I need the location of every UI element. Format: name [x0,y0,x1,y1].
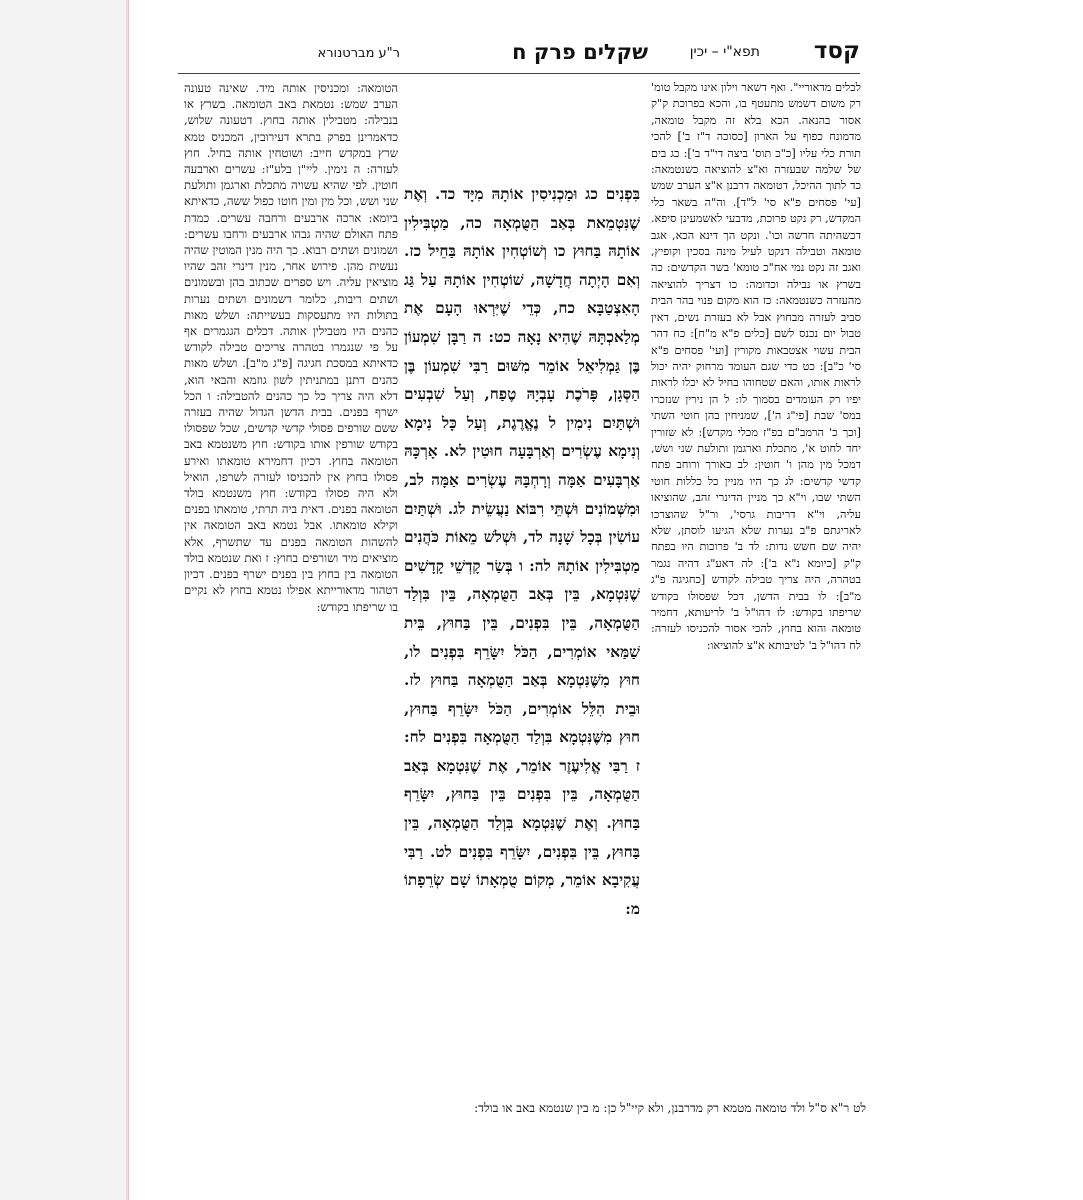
commentary-title-yachin: תפא"י – יכין [689,44,760,60]
bartenura-commentary-column [184,80,398,1098]
yachin-commentary-text: לכלים מדאוריי". ואף דשאר וילון אינו מקבל טומ' רק משום דשמש מתעטף בו, והכא בפרוכת ק"ק אסור בהנאה. הכא בלא זה מקבל טומאה, מדמונח כפוף על הארון [כסוכה ד"ז ב'] להכי תורת כלי עליו [כ"כ תוס' ביצה די"ד ב']: כג בים של שלמה שבעזרה וא"צ להוציאה כשנטמאה: כד לתוך ההיכל, דטומאה דרבנן א"צ הערב שמש [עי' פסחים פ"א סי' ל"ד]. וה"ה בשאר כלי המקדש, רק נקט פרוכת, מדבעי לאשמעינן סיפא. דכשהיתה חדשה וכו'. ונקט הך דינא הכא, אגב טומאה וטבילה דנקט לעיל מינה בסכין וקופיץ, ואגב זה נקט נמי אח"כ טומא' בשר הקדשים: כה בשרץ או נבילה וכדומה: כו דצריך להוציאה מהעזרה כשנטמאה: כז הוא מקום פנוי בהר הבית סביב לעזרה מבחוץ אבל לא בעזרת נשים, דאין טבול יום נכנס לשם [כלים פ"א מ"ח]: כח דהר הבית עשוי אצטבאות מקורין [ועי' פסחים פ"א סי' כ"ב]: כט כדי שגם העומד מרחוק יהיה יכול לראות אותו, והאם שטחוהו בחיל לא יכלו לראות יפיו רק העומדים בסמוך לו: ל הן נירין שנזכרו במס' שבת [פי"ג ה'], שמניחין בהן חוטי השתי [וכך כ' הרמב"ם בפ"ז מכלי מקדש]: לא שזורין יחד לחוט א', מתכלת וארגמן ותולעת שני וששׁ, דמכל מין מהן ו' חוטין: לב כאורך ורוחב פתח קדשי קדשים: לג כך היו מניין כל כללות חוטי השתי שבו, וי"א כך מניין הדינרי זהב, שהוציאו עליה, וי"א דריבות גרסי', ור"ל שהוצרכו לאריגתם פ"ב נערות שלא הגיעו לוסתן, שלא יהיה שם חשש נדות: לד ב' פרוכות היו בפתח ק"ק [כיומא נ"א ב']: לה דאע"ג דהיה נגמר בטהרה, היה צריך טבילה לקודש [כחגיגה פ"ג מ"ב]: לו בבית הדשן, דכל שפסולו בקודש שריפתו בקודש: לז דהו"ל ב' לריעותא, דחמיר טומאה והוא בחוץ, להכי אסור להכניסו לעזרה: לח דהו"ל ב' לטיבותא א"צ להוציאו: [651,81,861,652]
page-number: קסד [813,38,860,64]
yachin-commentary-column [651,80,861,1098]
header-rule [178,73,860,74]
commentary-title-bartenura: ר"ע מברטנורא [317,46,400,61]
tractate-chapter-title: שקלים פרק ח [512,40,648,64]
mishnah-column [404,180,640,1098]
running-header [300,38,860,68]
footnote-line: לט ר"א ס"ל ולד טומאה מטמא רק מדרבנן, ולא קיי"ל כן: מ בין שנטמא באב או בולד: [474,1101,866,1115]
mishnah-text: בִּפְנִים כג וּמַכְנִיסִין אוֹתָהּ מִיָּד כד. וְאֶת שֶׁנִּטְמֵאת בְּאַב הַטֻּמְאָה כה, מַטְבִּילִין אוֹתָהּ בַּחוּץ כו וְשׁוֹטְחִין אוֹתָהּ בַּחֵיל כז. וְאִם הָיְתָה חֲדָשָׁה, שׁוֹטְחִין אוֹתָהּ עַל גַּג הָאִצְטַבָּא כח, כְּדֵי שֶׁיִּרְאוּ הָעָם אֶת מְלַאכְתָּהּ שֶׁהִיא נָאָה כט: ה רַבָּן שִׁמְעוֹן בֶּן גַּמְלִיאֵל אוֹמֵר מִשּׁוּם רַבִּי שִׁמְעוֹן בֶּן הַסְּגָן, פָּרֹכֶת עָבְיָהּ טֶפַח, וְעַל שִׁבְעִים וּשְׁתַּיִם נִימִין ל נֶאֱרֶגֶת, וְעַל כָּל נִימָא וְנִימָא עֶשְׂרִים וְאַרְבָּעָה חוּטִין לא. אָרְכָּהּ אַרְבָּעִים אַמָּה וְרָחְבָּהּ עֶשְׂרִים אַמָּה לב, וּמִשְּׁמוֹנִים וּשְׁתֵּי רִבּוֹא נַעֲשֵׂית לג. וּשְׁתַּיִם עוֹשִׂין בְּכָל שָׁנָה לד, וּשְׁלשׁ מֵאוֹת כֹּהֲנִים מַטְבִּילִין אוֹתָהּ לה: ו בְּשַׂר קָדְשֵׁי קָדָשִׁים שֶׁנִּטְמָא, בֵּין בְּאַב הַטֻּמְאָה, בֵּין בִּוְלַד הַטֻּמְאָה, בֵּין בִּפְנִים, בֵּין בַּחוּץ, בֵּית שַׁמַּאי אוֹמְרִים, הַכֹּל יִשָּׂרֵף בִּפְנִים לו, חוּץ מִשֶּׁנִּטְמָא בְּאַב הַטֻּמְאָה בַּחוּץ לז. וּבֵית הִלֵּל אוֹמְרִים, הַכֹּל יִשָּׂרֵף בַּחוּץ, חוּץ מִשֶּׁנִּטְמָא בִּוְלַד הַטֻּמְאָה בִּפְנִים לח: ז רַבִּי אֱלִיעֶזֶר אוֹמֵר, אֶת שֶׁנִּטְמָא בְּאַב הַטֻּמְאָה, בֵּין בִּפְנִים בֵּין בַּחוּץ, יִשָּׂרֵף בַּחוּץ. וְאֶת שֶׁנִּטְמָא בִּוְלַד הַטֻּמְאָה, בֵּין בַּחוּץ, בֵּין בִּפְנִים, יִשָּׂרֵף בִּפְנִים לט. רַבִּי עֲקִיבָא אוֹמֵר, מְקוֹם טֻמְאָתוֹ שָׁם שְׂרֵפָתוֹ מ: [404,185,640,918]
bartenura-commentary-text: הטומאה: ומכניסין אותה מיד. שאינה טעונה הערב שמש: נטמאת באב הטומאה. בשרץ או בנבילה: מטבילין אותה בחוץ. דטעונה שלוש, כדאמרינן בפרק בתרא דעירובין, המכניס טמא שרץ במקדש חייב: ושוטחין אותה בחיל. חוץ לעזרה: ה נימין. ליי"ן בלע"ז: עשרים וארבעה חוטין. לפי שהיא עשויה מתכלת וארגמן ותולעת שני ושש, וכל מין ומין חוטו כפול ששה, כדאיתא ביומא: ארכה ארבעים ורחבה עשרים. כמדת פתח האולם שהיה גבהו ארבעים ורחבו עשרים: ושמונים ושתים רבוא. כך היה מנין המוטין שהיה נעשית מהן. פירוש אחר, מנין דינרי זהב שהיו מוציאין עליה. ויש ספרים שכתוב בהן ובשמונים ושתים ריבות, כלומר דשמונים ושתים נערות בתולות היו מתעסקות בעשייתה: ושלש מאות כהנים היו מטבילין אותה. דכלים הגגמרים אף על פי שנגמרו בטהרה צריכים טבילה לקודש כדאיתא במסכת חגיגה [פ"ג מ"ב]. ושלש מאות כהנים דתנן במתניתין לשון גוזמא והבאי הוא, דלא היה צריך כל כך כהנים להטבילה: ו הכל ישרף בפנים. בבית הדשן הגדול שהיה בעזרה ששם שורפים פסולי קדשי קדשים, שכל שפסולו בקודש שורפין אותו בקודש: חוץ משנטמא באב הטומאה בחוץ. דכיון דחמירא טומאתו ואירע פסולו בחוץ אין להכניסו לעזרה לשרפו, הואיל ולא היה פסולו בקודש: חוץ משנטמא בולד הטומאה בפנים. דאית ביה תרתי, טומאתו בפנים וקילא טומאתו. אבל נטמא באב הטומאה אין להשהות הטומאה בפנים עד שתשרף, אלא מוציאים מיד ושורפים בחוץ: ז ואת שנטמא בולד הטומאה בין בחוץ בין בפנים ישרף בפנים. דכיון דטהור מדאורייתא אפילו נטמא בחוץ לא נקיים בו שריפתו בקודש: [184,81,398,614]
